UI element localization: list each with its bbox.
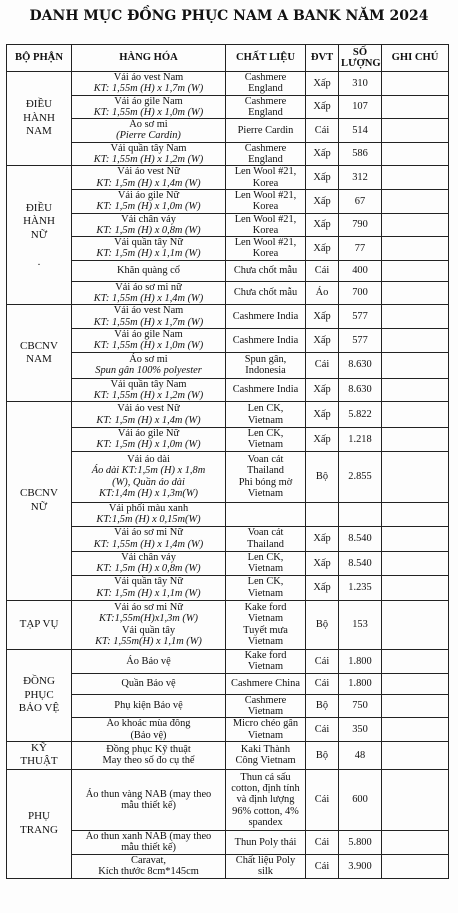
note-cell bbox=[382, 142, 449, 166]
item-name: Vải quần tây bbox=[121, 624, 176, 636]
unit-cell: Bộ bbox=[306, 694, 339, 718]
table-row bbox=[7, 428, 449, 452]
table-row bbox=[7, 378, 449, 402]
table-row bbox=[7, 95, 449, 119]
header-material: CHẤT LIỆU bbox=[226, 45, 306, 72]
material-cell: Cashmere India bbox=[226, 378, 306, 402]
department-cell: KỸ THUẬT bbox=[7, 741, 72, 769]
item-size: KT: 1,55m (H) x 1,0m (W) bbox=[93, 340, 204, 352]
note-cell bbox=[382, 328, 449, 352]
header-item: HÀNG HÓA bbox=[72, 45, 226, 72]
item-cell bbox=[72, 741, 226, 769]
item-cell bbox=[72, 526, 226, 551]
quantity-cell: 586 bbox=[339, 142, 382, 166]
quantity-cell: 1.800 bbox=[339, 649, 382, 673]
item-name: Quần Bảo vệ bbox=[121, 678, 176, 690]
quantity-cell: 153 bbox=[339, 600, 382, 649]
item-name: Vải áo sơ mi Nữ bbox=[114, 602, 183, 614]
department-cell: PHỤ TRANG bbox=[7, 769, 72, 878]
unit-cell: Áo bbox=[306, 281, 339, 305]
note-cell bbox=[382, 551, 449, 575]
table-row bbox=[7, 402, 449, 428]
header-department: BỘ PHẬN bbox=[7, 45, 72, 72]
quantity-cell: 48 bbox=[339, 741, 382, 769]
unit-cell: Cái bbox=[306, 830, 339, 854]
quantity-cell: 8.630 bbox=[339, 352, 382, 378]
quantity-cell: 1.800 bbox=[339, 673, 382, 694]
item-size: KT: 1,5m (H) x 0,8m (W) bbox=[96, 563, 201, 575]
table-row bbox=[7, 237, 449, 261]
item-cell bbox=[72, 119, 226, 143]
unit-cell: Xấp bbox=[306, 378, 339, 402]
note-cell bbox=[382, 305, 449, 329]
item-name: Vải áo sơ mi nữ bbox=[115, 281, 182, 293]
item-name: Vải áo vest Nam bbox=[113, 72, 184, 83]
item-size: KT: 1,55m (H) x 1,4m (W) bbox=[93, 293, 204, 305]
quantity-cell: 750 bbox=[339, 694, 382, 718]
department-cell: ĐIỀU HÀNH NAM bbox=[7, 72, 72, 166]
unit-cell: Cái bbox=[306, 718, 339, 742]
unit-cell: Bộ bbox=[306, 741, 339, 769]
quantity-cell: 107 bbox=[339, 95, 382, 119]
material-cell: Len CK, Vietnam bbox=[226, 428, 306, 452]
note-cell bbox=[382, 72, 449, 96]
unit-cell: Xấp bbox=[306, 526, 339, 551]
material-cell: Cashmere India bbox=[226, 328, 306, 352]
item-name: Áo sơ mi bbox=[129, 119, 168, 131]
item-name: Áo khoác mùa đông (Bảo vệ) bbox=[106, 718, 191, 741]
table-row bbox=[7, 718, 449, 742]
table-row bbox=[7, 119, 449, 143]
note-cell bbox=[382, 718, 449, 742]
table-row bbox=[7, 260, 449, 281]
table-row bbox=[7, 502, 449, 526]
item-cell bbox=[72, 142, 226, 166]
item-cell bbox=[72, 237, 226, 261]
table-row bbox=[7, 213, 449, 237]
material-cell: Micro chéo gân Vietnam bbox=[226, 718, 306, 742]
quantity-cell: 600 bbox=[339, 769, 382, 830]
item-size: KT: 1,55m (H) x 1,7m (W) bbox=[93, 316, 204, 328]
item-size: KT: 1,55m (H) x 1,4m (W) bbox=[93, 538, 204, 550]
item-size: KT: 1,5m (H) x 1,0m (W) bbox=[96, 201, 201, 213]
note-cell bbox=[382, 769, 449, 830]
unit-cell: Cái bbox=[306, 769, 339, 830]
quantity-cell: 790 bbox=[339, 213, 382, 237]
department-cell: TẠP VỤ bbox=[7, 600, 72, 649]
unit-cell: Cái bbox=[306, 649, 339, 673]
item-name: Vải áo vest Nữ bbox=[117, 403, 180, 415]
material-cell: Cashmere India bbox=[226, 305, 306, 329]
quantity-cell: 312 bbox=[339, 166, 382, 190]
item-name: Caravat, Kích thước 8cm*145cm bbox=[98, 855, 199, 878]
item-name: Vải áo gile Nữ bbox=[117, 189, 180, 201]
material-cell: Len CK, Vietnam bbox=[226, 551, 306, 575]
item-cell bbox=[72, 551, 226, 575]
table-row bbox=[7, 694, 449, 718]
unit-cell: Xấp bbox=[306, 72, 339, 96]
item-size: KT: 1,55m (H) x 1,0m (W) bbox=[93, 106, 204, 118]
note-cell bbox=[382, 352, 449, 378]
quantity-cell: 8.630 bbox=[339, 378, 382, 402]
material-cell: Kaki Thành Công Vietnam bbox=[226, 741, 306, 769]
unit-cell bbox=[306, 502, 339, 526]
item-cell bbox=[72, 502, 226, 526]
quantity-cell: 5.822 bbox=[339, 402, 382, 428]
table-row bbox=[7, 166, 449, 190]
department-cell: ĐIỀU HÀNH NỮ . bbox=[7, 166, 72, 305]
header-quantity: SỐ LƯỢNG bbox=[339, 45, 382, 72]
quantity-cell: 310 bbox=[339, 72, 382, 96]
item-cell bbox=[72, 600, 226, 649]
table-row bbox=[7, 741, 449, 769]
unit-cell: Xấp bbox=[306, 237, 339, 261]
note-cell bbox=[382, 502, 449, 526]
item-size: Áo dài KT:1,5m (H) x 1,8m (W), Quần áo dài KT:1,4m (H) x 1,3m(W) bbox=[91, 465, 206, 500]
table-row bbox=[7, 854, 449, 878]
table-row bbox=[7, 72, 449, 96]
material-cell: Voan cát Thailand Phi bóng mờ Vietnam bbox=[226, 451, 306, 502]
header-row bbox=[7, 45, 449, 72]
item-name: Khăn quàng cổ bbox=[117, 265, 180, 277]
unit-cell: Xấp bbox=[306, 428, 339, 452]
item-cell bbox=[72, 718, 226, 742]
item-size: KT: 1,55m (H) x 1,2m (W) bbox=[93, 154, 204, 166]
unit-cell: Xấp bbox=[306, 142, 339, 166]
unit-cell: Xấp bbox=[306, 213, 339, 237]
item-name: Vải chân váy bbox=[121, 551, 176, 563]
material-cell: Len Wool #21, Korea bbox=[226, 237, 306, 261]
note-cell bbox=[382, 428, 449, 452]
item-cell bbox=[72, 649, 226, 673]
quantity-cell: 514 bbox=[339, 119, 382, 143]
item-cell bbox=[72, 328, 226, 352]
material-cell: Cashmere England bbox=[226, 142, 306, 166]
table-row bbox=[7, 142, 449, 166]
item-cell bbox=[72, 352, 226, 378]
item-cell bbox=[72, 378, 226, 402]
header-unit: ĐVT bbox=[306, 45, 339, 72]
item-size: KT: 1,5m (H) x 0,8m (W) bbox=[96, 224, 201, 236]
unit-cell: Xấp bbox=[306, 305, 339, 329]
item-cell bbox=[72, 166, 226, 190]
item-name: Vải quần tây Nam bbox=[110, 378, 187, 390]
material-cell: Cashmere England bbox=[226, 72, 306, 96]
quantity-cell: 350 bbox=[339, 718, 382, 742]
item-cell bbox=[72, 72, 226, 96]
note-cell bbox=[382, 378, 449, 402]
material-cell: Thun Poly thái bbox=[226, 830, 306, 854]
quantity-cell: 400 bbox=[339, 260, 382, 281]
material-cell: Pierre Cardin bbox=[226, 119, 306, 143]
item-name: Vải quần tây Nữ bbox=[114, 237, 183, 249]
item-size: KT:1,5m (H) x 0,15m(W) bbox=[96, 514, 201, 526]
quantity-cell: 5.800 bbox=[339, 830, 382, 854]
note-cell bbox=[382, 600, 449, 649]
note-cell bbox=[382, 260, 449, 281]
department-cell: CBCNV NAM bbox=[7, 305, 72, 402]
item-size: KT: 1,55m(H) x 1,1m (W) bbox=[95, 636, 202, 648]
quantity-cell: 577 bbox=[339, 305, 382, 329]
quantity-cell: 700 bbox=[339, 281, 382, 305]
note-cell bbox=[382, 854, 449, 878]
material-cell: Cashmere China bbox=[226, 673, 306, 694]
quantity-cell bbox=[339, 502, 382, 526]
material-cell: Kake ford Vietnam bbox=[226, 649, 306, 673]
item-name: Vải chân váy bbox=[121, 213, 176, 225]
department-cell: CBCNV NỮ bbox=[7, 402, 72, 601]
material-cell: Len Wool #21, Korea bbox=[226, 189, 306, 213]
item-name: Vải quần tây Nam bbox=[110, 142, 187, 154]
item-cell bbox=[72, 769, 226, 830]
unit-cell: Xấp bbox=[306, 575, 339, 600]
item-name: Áo sơ mi bbox=[129, 353, 168, 365]
note-cell bbox=[382, 189, 449, 213]
item-cell bbox=[72, 281, 226, 305]
material-cell: Chưa chốt mẫu bbox=[226, 260, 306, 281]
material-cell bbox=[226, 502, 306, 526]
quantity-cell: 67 bbox=[339, 189, 382, 213]
note-cell bbox=[382, 119, 449, 143]
table-row bbox=[7, 328, 449, 352]
department-cell: ĐỒNG PHỤC BẢO VỆ bbox=[7, 649, 72, 741]
unit-cell: Cái bbox=[306, 119, 339, 143]
note-cell bbox=[382, 213, 449, 237]
material-cell: Len Wool #21, Korea bbox=[226, 213, 306, 237]
table-row bbox=[7, 526, 449, 551]
table-row bbox=[7, 830, 449, 854]
item-cell bbox=[72, 451, 226, 502]
item-size: (Pierre Cardin) bbox=[116, 130, 181, 142]
item-cell bbox=[72, 213, 226, 237]
item-size: Spun gân 100% polyester bbox=[95, 365, 202, 377]
item-name: Vải quần tây Nữ bbox=[114, 576, 183, 588]
note-cell bbox=[382, 402, 449, 428]
item-cell bbox=[72, 694, 226, 718]
unit-cell: Xấp bbox=[306, 189, 339, 213]
unit-cell: Cái bbox=[306, 673, 339, 694]
item-name: Vải áo gile Nam bbox=[114, 95, 183, 107]
item-size: KT: 1,5m (H) x 1,4m (W) bbox=[96, 177, 201, 189]
note-cell bbox=[382, 526, 449, 551]
note-cell bbox=[382, 673, 449, 694]
quantity-cell: 1.235 bbox=[339, 575, 382, 600]
unit-cell: Xấp bbox=[306, 328, 339, 352]
item-name: Vải áo dài bbox=[127, 454, 170, 466]
unit-cell: Cái bbox=[306, 260, 339, 281]
unit-cell: Cái bbox=[306, 854, 339, 878]
table-row bbox=[7, 600, 449, 649]
item-name: Vải phối màu xanh bbox=[108, 502, 189, 514]
material-cell: Len Wool #21, Korea bbox=[226, 166, 306, 190]
item-size: KT:1,55m(H)x1,3m (W) bbox=[99, 613, 198, 625]
header-note: GHI CHÚ bbox=[382, 45, 449, 72]
item-name: Vải áo gile Nữ bbox=[117, 428, 180, 440]
material-cell: Cashmere England bbox=[226, 95, 306, 119]
note-cell bbox=[382, 451, 449, 502]
quantity-cell: 8.540 bbox=[339, 551, 382, 575]
material-cell: Len CK, Vietnam bbox=[226, 575, 306, 600]
item-cell bbox=[72, 830, 226, 854]
table-row bbox=[7, 352, 449, 378]
item-cell bbox=[72, 305, 226, 329]
material-cell: Kake ford Vietnam Tuyết mưa Vietnam bbox=[226, 600, 306, 649]
table-row bbox=[7, 189, 449, 213]
unit-cell: Xấp bbox=[306, 551, 339, 575]
unit-cell: Xấp bbox=[306, 402, 339, 428]
note-cell bbox=[382, 166, 449, 190]
table-row bbox=[7, 575, 449, 600]
item-cell bbox=[72, 189, 226, 213]
item-name: Vải áo gile Nam bbox=[114, 328, 183, 340]
item-name: Vải áo vest Nam bbox=[113, 305, 184, 317]
table-row bbox=[7, 673, 449, 694]
material-cell: Chất liệu Poly silk bbox=[226, 854, 306, 878]
material-cell: Chưa chốt mẫu bbox=[226, 281, 306, 305]
item-size: KT: 1,5m (H) x 1,0m (W) bbox=[96, 439, 201, 451]
document-title: DANH MỤC ĐỒNG PHỤC NAM A BANK NĂM 2024 bbox=[29, 8, 429, 24]
quantity-cell: 3.900 bbox=[339, 854, 382, 878]
material-cell: Len CK, Vietnam bbox=[226, 402, 306, 428]
item-cell bbox=[72, 428, 226, 452]
table-row bbox=[7, 551, 449, 575]
item-name: Vải áo vest Nữ bbox=[117, 166, 180, 178]
item-name: Phụ kiện Bảo vệ bbox=[114, 700, 183, 712]
item-size: KT: 1,5m (H) x 1,1m (W) bbox=[96, 248, 201, 260]
unit-cell: Bộ bbox=[306, 600, 339, 649]
table-row bbox=[7, 649, 449, 673]
unit-cell: Bộ bbox=[306, 451, 339, 502]
note-cell bbox=[382, 95, 449, 119]
unit-cell: Xấp bbox=[306, 166, 339, 190]
table-row bbox=[7, 451, 449, 502]
quantity-cell: 8.540 bbox=[339, 526, 382, 551]
uniform-table bbox=[6, 44, 449, 879]
material-cell: Cashmere Vietnam bbox=[226, 694, 306, 718]
item-cell bbox=[72, 575, 226, 600]
quantity-cell: 77 bbox=[339, 237, 382, 261]
item-size: KT: 1,5m (H) x 1,4m (W) bbox=[96, 414, 201, 426]
item-cell bbox=[72, 854, 226, 878]
item-name: Áo thun vàng NAB (may theo mẫu thiết kế) bbox=[85, 788, 212, 811]
material-cell: Thun cá sấu cotton, định tính và định lượng 96% cotton, 4% spandex bbox=[226, 769, 306, 830]
item-size: KT: 1,55m (H) x 1,7m (W) bbox=[93, 83, 204, 95]
unit-cell: Xấp bbox=[306, 95, 339, 119]
item-cell bbox=[72, 402, 226, 428]
note-cell bbox=[382, 830, 449, 854]
note-cell bbox=[382, 649, 449, 673]
unit-cell: Cái bbox=[306, 352, 339, 378]
quantity-cell: 2.855 bbox=[339, 451, 382, 502]
item-size: KT: 1,5m (H) x 1,1m (W) bbox=[96, 587, 201, 599]
quantity-cell: 1.218 bbox=[339, 428, 382, 452]
item-name: Đồng phục Kỹ thuật May theo số đo cụ thể bbox=[102, 744, 195, 767]
item-name: Áo Bảo vệ bbox=[126, 655, 171, 667]
table-row bbox=[7, 305, 449, 329]
item-size: KT: 1,55m (H) x 1,2m (W) bbox=[93, 389, 204, 401]
note-cell bbox=[382, 741, 449, 769]
note-cell bbox=[382, 281, 449, 305]
table-row bbox=[7, 769, 449, 830]
note-cell bbox=[382, 237, 449, 261]
item-name: Vải áo sơ mi Nữ bbox=[114, 527, 183, 539]
note-cell bbox=[382, 575, 449, 600]
item-cell bbox=[72, 673, 226, 694]
table-row bbox=[7, 281, 449, 305]
quantity-cell: 577 bbox=[339, 328, 382, 352]
item-name: Áo thun xanh NAB (may theo mẫu thiết kế) bbox=[85, 831, 212, 854]
item-cell bbox=[72, 260, 226, 281]
material-cell: Voan cát Thailand bbox=[226, 526, 306, 551]
item-cell bbox=[72, 95, 226, 119]
material-cell: Spun gân, Indonesia bbox=[226, 352, 306, 378]
note-cell bbox=[382, 694, 449, 718]
